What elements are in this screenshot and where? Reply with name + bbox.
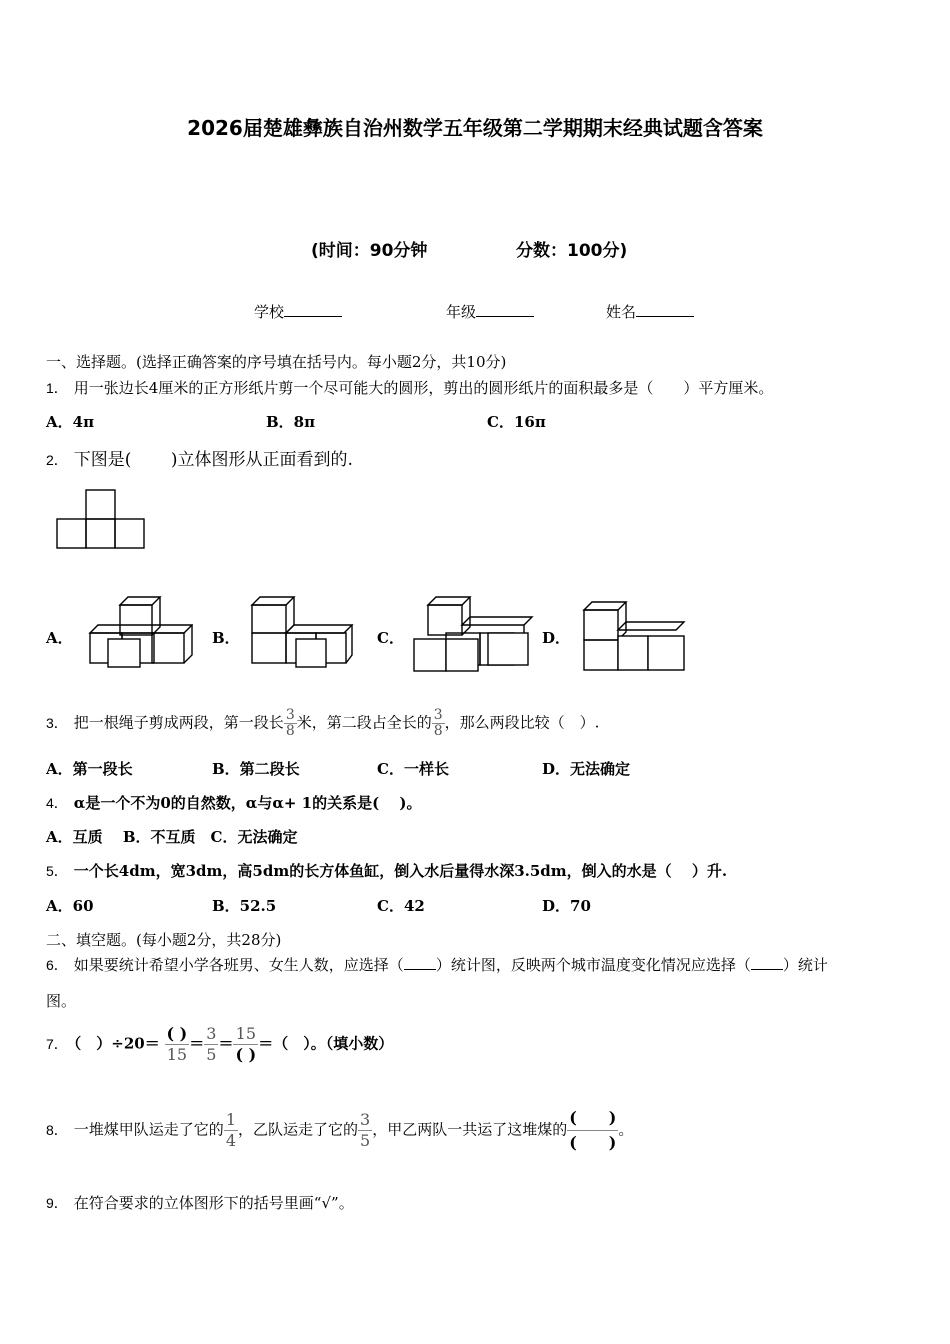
q2-option-b-figure (248, 595, 358, 670)
q3-option-a: A．第一段长 (46, 760, 133, 778)
section2-heading: 二、填空题。(每小题2分，共28分) (46, 931, 282, 949)
q3-option-b: B．第二段长 (212, 760, 300, 778)
page-title: 2026届楚雄彝族自治州数学五年级第二学期期末经典试题含答案 (187, 116, 763, 140)
q5-option-c: C．42 (377, 897, 425, 915)
fraction-1-4: $\frac{1}{4}$ (225, 1110, 236, 1150)
question-6: 6． 如果要统计希望小学各班男、女生人数，应选择（ ）统计图，反映两个城市温度变化情况应选择（ ）统计 (46, 956, 828, 974)
q3-option-c: C．一样长 (377, 760, 449, 778)
question-4: 4． α是一个不为0的自然数，α与α+ 1的关系是( )。 (46, 794, 422, 812)
question-5: 5． 一个长4dm，宽3dm，高5dm的长方体鱼缸，倒入水后量得水深3.5dm，倒入的水是（ ）升. (46, 862, 728, 880)
question-1: 1． 用一张边长4厘米的正方形纸片剪一个尽可能大的圆形，剪出的圆形纸片的面积最多是（ ）平方厘米。 (46, 379, 774, 397)
q5-option-d: D．70 (542, 897, 591, 915)
fraction-three-eighths: $\frac{3}{8}$ (433, 707, 443, 739)
q2-option-c-label: C． (377, 629, 404, 647)
fraction-blank-15: $\frac{( )}{15}$ (166, 1024, 188, 1064)
question-2: 2． 下图是( )立体图形从正面看到的. (46, 450, 353, 470)
q1-option-c: C．16π (487, 413, 546, 431)
q1-option-b: B．8π (266, 413, 316, 431)
question-8: 8． 一堆煤甲队运走了它的 $\frac{1}{4}$ ，乙队运走了它的 $\frac{3}{5}$ ，甲乙两队一共运了这堆煤的 $\frac{( )}{( )}$ 。 (46, 1106, 633, 1155)
school-field[interactable]: 学校 (254, 301, 342, 322)
q5-option-b: B．52.5 (212, 897, 277, 915)
q2-option-d-label: D． (542, 629, 571, 647)
question-6-cont: 图。 (46, 992, 77, 1010)
q2-option-d-figure (580, 600, 690, 675)
fraction-3-5: $\frac{3}{5}$ (206, 1024, 217, 1064)
section1-heading: 一、选择题。(选择正确答案的序号填在括号内。每小题2分，共10分) (46, 353, 507, 371)
name-field[interactable]: 姓名 (606, 301, 694, 322)
q2-option-a-figure (88, 595, 193, 670)
fraction-three-eighths: $\frac{3}{8}$ (285, 707, 295, 739)
q2-option-b-label: B． (212, 629, 240, 647)
fraction-blank-blank[interactable]: $\frac{( )}{( )}$ (569, 1108, 617, 1152)
q2-option-c-figure (412, 595, 537, 675)
grade-field[interactable]: 年级 (446, 301, 534, 322)
q1-option-a: A．4π (46, 413, 95, 431)
q3-option-d: D．无法确定 (542, 760, 631, 778)
q5-option-a: A．60 (46, 897, 94, 915)
q4-options: A．互质 B．不互质 C．无法确定 (46, 828, 298, 846)
fraction-15-blank: $\frac{15}{( )}$ (235, 1024, 257, 1064)
exam-score: 分数：100分) (516, 241, 628, 261)
q2-option-a-label: A． (46, 629, 73, 647)
exam-time: (时间：90分钟 (311, 241, 428, 261)
question-7: 7． （ ）÷20＝ $\frac{( )}{15}$ ＝ $\frac{3}{5}$ ＝ $\frac{15}{( )}$ ＝（ ）。（填小数） (46, 1024, 394, 1064)
front-view-figure (55, 488, 150, 552)
fraction-3-5: $\frac{3}{5}$ (360, 1110, 371, 1150)
question-9: 9． 在符合要求的立体图形下的括号里画“√”。 (46, 1194, 354, 1212)
question-3: 3． 把一根绳子剪成两段，第一段长 $\frac{3}{8}$ 米，第二段占全长的 $\frac{3}{8}$ ，那么两段比较（ ）. (46, 707, 600, 739)
